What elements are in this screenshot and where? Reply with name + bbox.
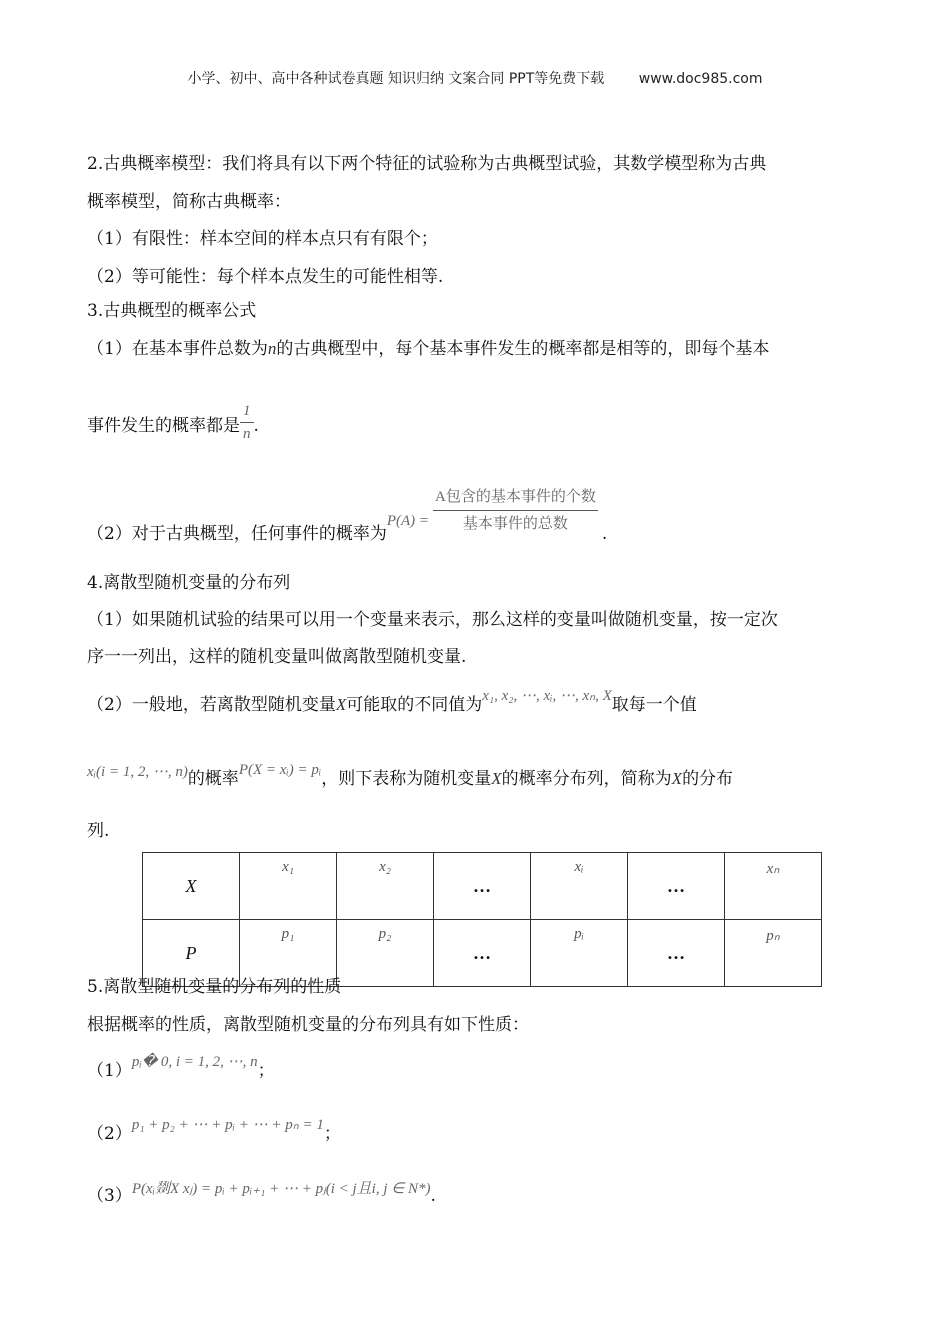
section-heading-3: 3.古典概型的概率公式 [87, 301, 257, 321]
formula-line2-period: . [253, 416, 259, 436]
distribution-def-text-a: （2）一般地，若离散型随机变量 [87, 695, 336, 715]
formula-line1-text-b: 的古典概型中，每个基本事件发生的概率都是相等的，即每个基本 [276, 339, 770, 359]
table-cell: pᵢ [531, 920, 628, 987]
probability-formula-period: . [601, 524, 608, 544]
property-2 [87, 1117, 341, 1146]
distribution-def-text-d: 的概率 [187, 769, 239, 789]
formula-line2 [87, 404, 259, 449]
math-n: n [267, 339, 277, 358]
table-cell: xₙ [725, 853, 822, 920]
table-cell: … [434, 853, 531, 920]
property-1-end: ； [257, 1061, 275, 1081]
table-row [143, 853, 822, 920]
distribution-def-line3: 列. [87, 821, 110, 841]
table-cell: X [143, 853, 240, 920]
random-variable-def-line1: （1）如果随机试验的结果可以用一个变量来表示，那么这样的变量叫做随机变量，按一定次 [87, 610, 778, 630]
math-prob-xi: P(X = xᵢ) = pᵢ [238, 762, 322, 778]
math-X-3: X [671, 769, 683, 788]
table-cell: x₂ [337, 853, 434, 920]
header-text: 小学、初中、高中各种试卷真题 知识归纳 文案合同 PPT等免费下载 [187, 71, 605, 87]
fraction-one-over-n [240, 400, 254, 445]
property-1 [87, 1054, 275, 1083]
probability-formula-numerator: A包含的基本事件的个数 [433, 486, 598, 511]
random-variable-def-line2: 序一一列出，这样的随机变量叫做离散型随机变量. [87, 647, 467, 667]
property-3 [87, 1181, 436, 1208]
property-3-label: （3） [87, 1186, 132, 1206]
distribution-def-line2 [87, 762, 734, 791]
distribution-table [142, 852, 822, 987]
probability-formula-text: （2）对于古典概型，任何事件的概率为 [87, 524, 387, 544]
fraction-denominator: n [243, 426, 251, 442]
property-2-end: ； [323, 1124, 341, 1144]
table-cell: p₁ [240, 920, 337, 987]
formula-line1 [87, 338, 769, 360]
table-cell: p₂ [337, 920, 434, 987]
table-cell: xᵢ [531, 853, 628, 920]
para-classical-model-line2: 概率模型，简称古典概率： [87, 192, 291, 212]
para-classical-model-line1: 2.古典概率模型：我们将具有以下两个特征的试验称为古典概型试验，其数学模型称为古典 [87, 154, 767, 174]
probability-formula-line [87, 486, 608, 544]
formula-line2-text-a: 事件发生的概率都是 [87, 416, 240, 436]
table-cell: … [434, 920, 531, 987]
table-cell: pₙ [725, 920, 822, 987]
table-cell: … [628, 920, 725, 987]
distribution-def-text-f: 的概率分布列，简称为 [501, 769, 672, 789]
formula-line1-text-a: （1）在基本事件总数为 [87, 339, 268, 359]
property-1-label: （1） [87, 1061, 132, 1081]
math-xi-index: xᵢ(i = 1, 2, ⋯, n) [87, 764, 188, 780]
math-values-list: x₁, x₂, ⋯, xᵢ, ⋯, xₙ, X [482, 688, 612, 704]
property-1-math: pᵢ� 0, i = 1, 2, ⋯, n [131, 1054, 258, 1070]
header-site-link[interactable]: www.doc985.com [638, 71, 763, 87]
distribution-def-text-g: 的分布 [682, 769, 734, 789]
properties-intro: 根据概率的性质，离散型随机变量的分布列具有如下性质： [87, 1015, 529, 1035]
property-2-label: （2） [87, 1124, 132, 1144]
distribution-def-text-e: ，则下表称为随机变量 [321, 769, 492, 789]
section-heading-4: 4.离散型随机变量的分布列 [87, 573, 291, 593]
property-equal-likely: （2）等可能性：每个样本点发生的可能性相等. [87, 267, 444, 287]
section-heading-5: 5.离散型随机变量的分布列的性质 [87, 977, 342, 997]
distribution-def-text-b: 可能取的不同值为 [346, 695, 483, 715]
property-2-math: p₁ + p₂ + ⋯ + pᵢ + ⋯ + pₙ = 1 [131, 1117, 324, 1133]
probability-formula-fraction [433, 486, 598, 535]
probability-formula-denominator: 基本事件的总数 [462, 516, 568, 532]
table-cell: … [628, 853, 725, 920]
property-finite: （1）有限性：样本空间的样本点只有有限个； [87, 229, 438, 249]
fraction-numerator: 1 [240, 400, 254, 423]
probability-formula-lhs: P(A) = [386, 513, 430, 529]
page-header [0, 68, 950, 88]
distribution-def-text-c: 取每一个值 [611, 695, 697, 715]
table-cell: x₁ [240, 853, 337, 920]
distribution-def-line1 [87, 688, 697, 717]
property-3-math: P(xᵢ剟X xⱼ) = pᵢ + pᵢ₊₁ + ⋯ + pⱼ(i < j且i, j ∈ N*) [131, 1181, 431, 1197]
property-3-end: . [430, 1186, 436, 1206]
table-cell: P [143, 920, 240, 987]
math-X-2: X [491, 769, 502, 788]
math-X: X [335, 695, 347, 714]
